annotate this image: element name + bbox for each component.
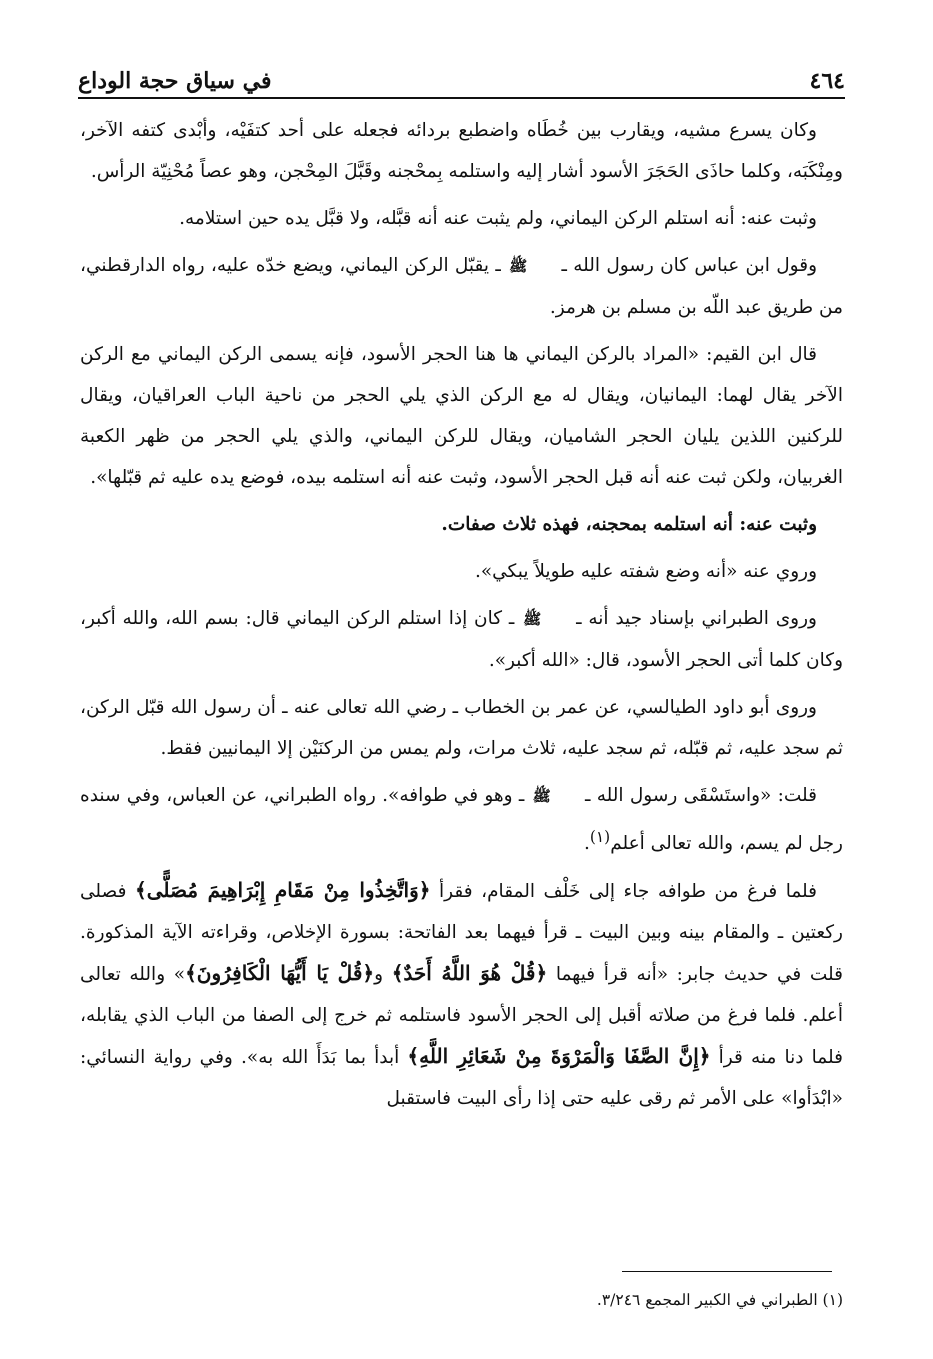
salawat-symbol: ﷺ [532, 787, 551, 805]
quran-verse: ﴿إِنَّ الصَّفَا وَالْمَرْوَةَ مِنْ شَعَائِرِ اللَّهِ﴾ [407, 1044, 711, 1069]
paragraph: وكان يسرع مشيه، ويقارب بين خُطَاه واضطبع بردائه فجعله على أحد كتفَيْه، وأبْدى كتفه الآخر، ومِنْكَبَه، وكلما حاذَى الحَجَرَ الأسود أشار إليه واستلمه بِمحْجنه وقَبَّلَ المِحْجن، وهو عصاً مُحْنِيّة الرأس. [80, 120, 843, 182]
paragraph: فلما فرغ من طوافه جاء إلى خَلْف المقام، فقرأ ﴿وَاتَّخِذُوا مِنْ مَقَامِ إِبْرَاهِيمَ مُصَلًّى﴾ فصلى ركعتين ـ والمقام بينه وبين البيت ـ قرأ فيهما بعد الفاتحة: بسورة الإخلاص، وقراءته الآية المذكورة. قلت في حديث جابر: «أنه قرأ فيهما ﴿قُلْ هُوَ اللَّهُ أَحَدٌ﴾ و﴿قُلْ يَا أَيُّهَا الْكَافِرُونَ﴾» والله تعالى أعلم. فلما فرغ من صلاته أقبل إلى الحجر الأسود فاستلمه ثم خرج إلى الصفا من الباب الذي يقابله، فلما دنا منه قرأ ﴿إِنَّ الصَّفَا وَالْمَرْوَةَ مِنْ شَعَائِرِ اللَّهِ﴾ أبدأ بما بَدَأَ الله به». وفي رواية النسائي: «ابْدَأوا» على الأمر ثم رقى عليه حتى إذا رأى البيت فاستقبل [80, 878, 844, 1110]
salawat-symbol: ﷺ [509, 257, 528, 275]
quran-verse: ﴿قُلْ هُوَ اللَّهُ أَحَدٌ﴾ [391, 961, 548, 986]
footnote-ref[interactable]: (١) [589, 828, 611, 846]
paragraph: وروي عنه «أنه وضع شفته عليه طويلاً يبكي». [474, 561, 817, 582]
paragraph: وقول ابن عباس كان رسول الله ـ ﷺ ـ يقبّل الركن اليماني، ويضع خدّه عليه، رواه الدارقطني، من طريق عبد اللّه بن مسلم بن هرمز. [80, 245, 843, 328]
footnote-rule [622, 1271, 832, 1272]
running-title: في سياق حجة الوداع [78, 68, 272, 94]
paragraph: وثبت عنه: أنه استلمه بمحجنه، فهذه ثلاث صفات. [441, 514, 817, 535]
paragraph: قال ابن القيم: «المراد بالركن اليماني ها هنا الحجر الأسود، فإنه يسمى الركن اليماني مع الركن الآخر يقال لهما: اليمانيان، ويقال له مع الركن الذي يلي الحجر من ناحية الباب العراقيان، ويقال للركنين اللذين يليان الحجر الشاميان، ويقال للركن اليماني، والذي يلي الحجر من ظهر الكعبة الغربيان، ولكن ثبت عنه أنه قبل الحجر الأسود، وثبت عنه أنه استلمه بيده، فوضع يده عليه ثم قبّلها». [80, 344, 843, 488]
main-text [80, 110, 843, 1125]
paragraph: قلت: «واستَسْقَى رسول الله ـ ﷺ ـ وهو في طوافه». رواه الطبراني، عن العباس، وفي سنده رجل لم يسم، والله تعالى أعلم$^{(١)}$. [80, 775, 843, 864]
paragraph: وروى الطبراني بإسناد جيد أنه ـ ﷺ ـ كان إذا استلم الركن اليماني قال: بسم الله، والله أكبر، وكان كلما أتى الحجر الأسود، قال: «الله أكبر». [80, 598, 843, 681]
page-number: ٤٦٤ [809, 68, 845, 94]
footnote: (١) الطبراني في الكبير المجمع ٣/٢٤٦. [596, 1291, 843, 1309]
salawat-symbol: ﷺ [523, 610, 542, 628]
paragraph: وثبت عنه: أنه استلم الركن اليماني، ولم يثبت عنه أنه قبَّله، ولا قبَّل يده حين استلامه. [179, 208, 817, 229]
header-rule [78, 97, 845, 99]
paragraph: وروى أبو داود الطيالسي، عن عمر بن الخطاب ـ رضي الله تعالى عنه ـ أن رسول الله قبّل الركن، ثم سجد عليه، ثم قبّله، ثم سجد عليه، ثلاث مرات، ولم يمس من الركنَيْن إلا اليمانيين فقط. [80, 697, 843, 759]
quran-verse: ﴿قُلْ يَا أَيُّهَا الْكَافِرُونَ﴾ [185, 961, 375, 986]
page-header [78, 58, 845, 94]
quran-verse: ﴿وَاتَّخِذُوا مِنْ مَقَامِ إِبْرَاهِيمَ مُصَلًّى﴾ [134, 878, 431, 903]
